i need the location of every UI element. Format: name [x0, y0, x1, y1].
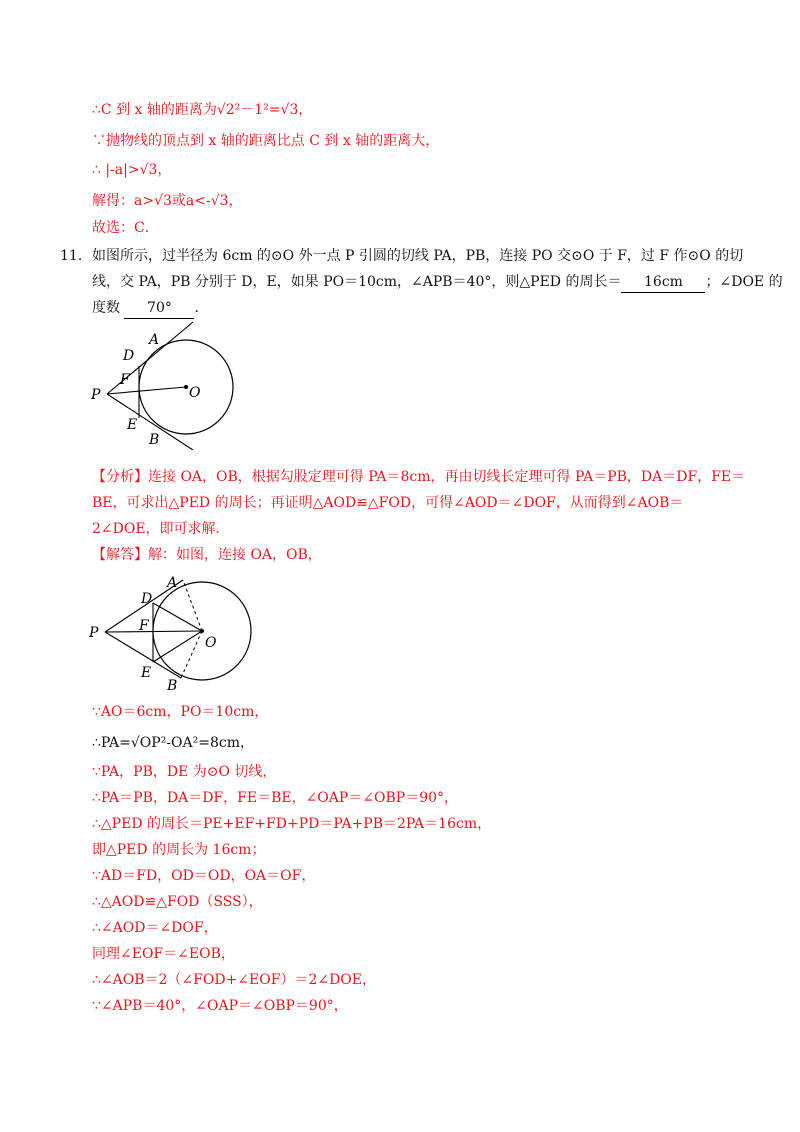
question-line-3b: ．	[194, 300, 209, 316]
step-11: ∴∠AOB＝2（∠FOD+∠EOF）＝2∠DOE，	[92, 972, 376, 988]
figure1-label-e: E	[127, 417, 138, 433]
figure2-line-do	[153, 603, 202, 631]
analysis-line-1: 【分析】连接 OA，OB，根据勾股定理可得 PA＝8cm，再由切线长定理可得 PA＝PB，DA＝DF，FE＝	[92, 469, 746, 485]
solution-head: 【解答】解：如图，连接 OA，OB，	[92, 547, 322, 563]
figure2-label-p: P	[89, 625, 99, 641]
step-4: ∴PA＝PB，DA＝DF，FE＝BE，∠OAP＝∠OBP＝90°，	[92, 790, 459, 806]
figure1-label-b: B	[149, 432, 160, 448]
figure1-label-f: F	[120, 372, 130, 388]
step-12: ∵∠APB＝40°，∠OAP＝∠OBP＝90°，	[92, 998, 348, 1014]
figure2-label-b: B	[167, 678, 178, 694]
top-line-3: ∴ |-a|>√3，	[92, 162, 172, 178]
figure2-dashed-oa	[183, 580, 202, 631]
question-line-2b: ；∠DOE 的	[705, 274, 783, 290]
figure2-label-e: E	[141, 665, 152, 681]
figure-1	[85, 318, 255, 450]
top-line-5: 故选：C．	[92, 220, 159, 236]
step-3: ∵PA，PB，DE 为⊙O 切线，	[92, 764, 277, 780]
question-line-3	[92, 298, 208, 319]
step-9: ∴∠AOD＝∠DOF，	[92, 920, 218, 936]
step-8: ∴△AOD≌△FOD（SSS），	[92, 894, 263, 910]
figure2-label-a: A	[167, 575, 178, 591]
figure-2	[85, 572, 255, 696]
step-2: ∴PA=√OP²-OA²=8cm，	[92, 735, 254, 751]
analysis-line-2: BE，可求出△PED 的周长；再证明△AOD≌△FOD，可得∠AOD＝∠DOF，从而得到∠AOB＝	[92, 495, 684, 511]
analysis-line-3: 2∠DOE，即可求解．	[92, 521, 230, 537]
figure1-center-dot	[184, 385, 188, 389]
answer-blank-1: 16cm	[621, 272, 705, 293]
step-10: 同理∠EOF＝∠EOB，	[92, 946, 235, 962]
question-line-2a: 线，交 PA，PB 分别于 D，E，如果 PO＝10cm，∠APB＝40°，则△PED 的周长＝	[92, 274, 622, 290]
top-line-4: 解得：a>√3或a<-√3，	[92, 193, 243, 209]
question-line-1: 如图所示，过半径为 6cm 的⊙O 外一点 P 引圆的切线 PA，PB，连接 PO 交⊙O 于 F，过 F 作⊙O 的切	[92, 248, 744, 264]
figure2-center-dot	[200, 629, 204, 633]
step-5: ∴△PED 的周长＝PE+EF+FD+PD＝PA+PB＝2PA＝16cm，	[92, 816, 492, 832]
figure1-label-p: P	[91, 387, 101, 403]
question-line-3a: 度数	[92, 300, 120, 316]
figure2-line-eo	[153, 631, 202, 662]
figure1-label-a: A	[149, 332, 160, 348]
figure1-label-o: O	[189, 385, 201, 401]
figure1-label-d: D	[123, 348, 135, 364]
question-line-2	[92, 272, 783, 293]
top-line-2: ∵抛物线的顶点到 x 轴的距离比点 C 到 x 轴的距离大，	[92, 133, 440, 149]
step-1: ∵AO＝6cm，PO＝10cm，	[92, 704, 269, 720]
step-7: ∵AD＝FD，OD＝OD，OA＝OF，	[92, 868, 316, 884]
top-line-1: ∴C 到 x 轴的距离为√2²－1²=√3，	[92, 102, 313, 118]
figure2-label-o: O	[205, 635, 217, 651]
figure2-label-f: F	[139, 618, 149, 634]
figure1-line-po	[107, 387, 186, 394]
figure2-label-d: D	[141, 591, 153, 607]
question-number: 11．	[60, 248, 92, 264]
step-6: 即△PED 的周长为 16cm；	[92, 842, 266, 858]
answer-blank-2: 70°	[124, 298, 194, 319]
